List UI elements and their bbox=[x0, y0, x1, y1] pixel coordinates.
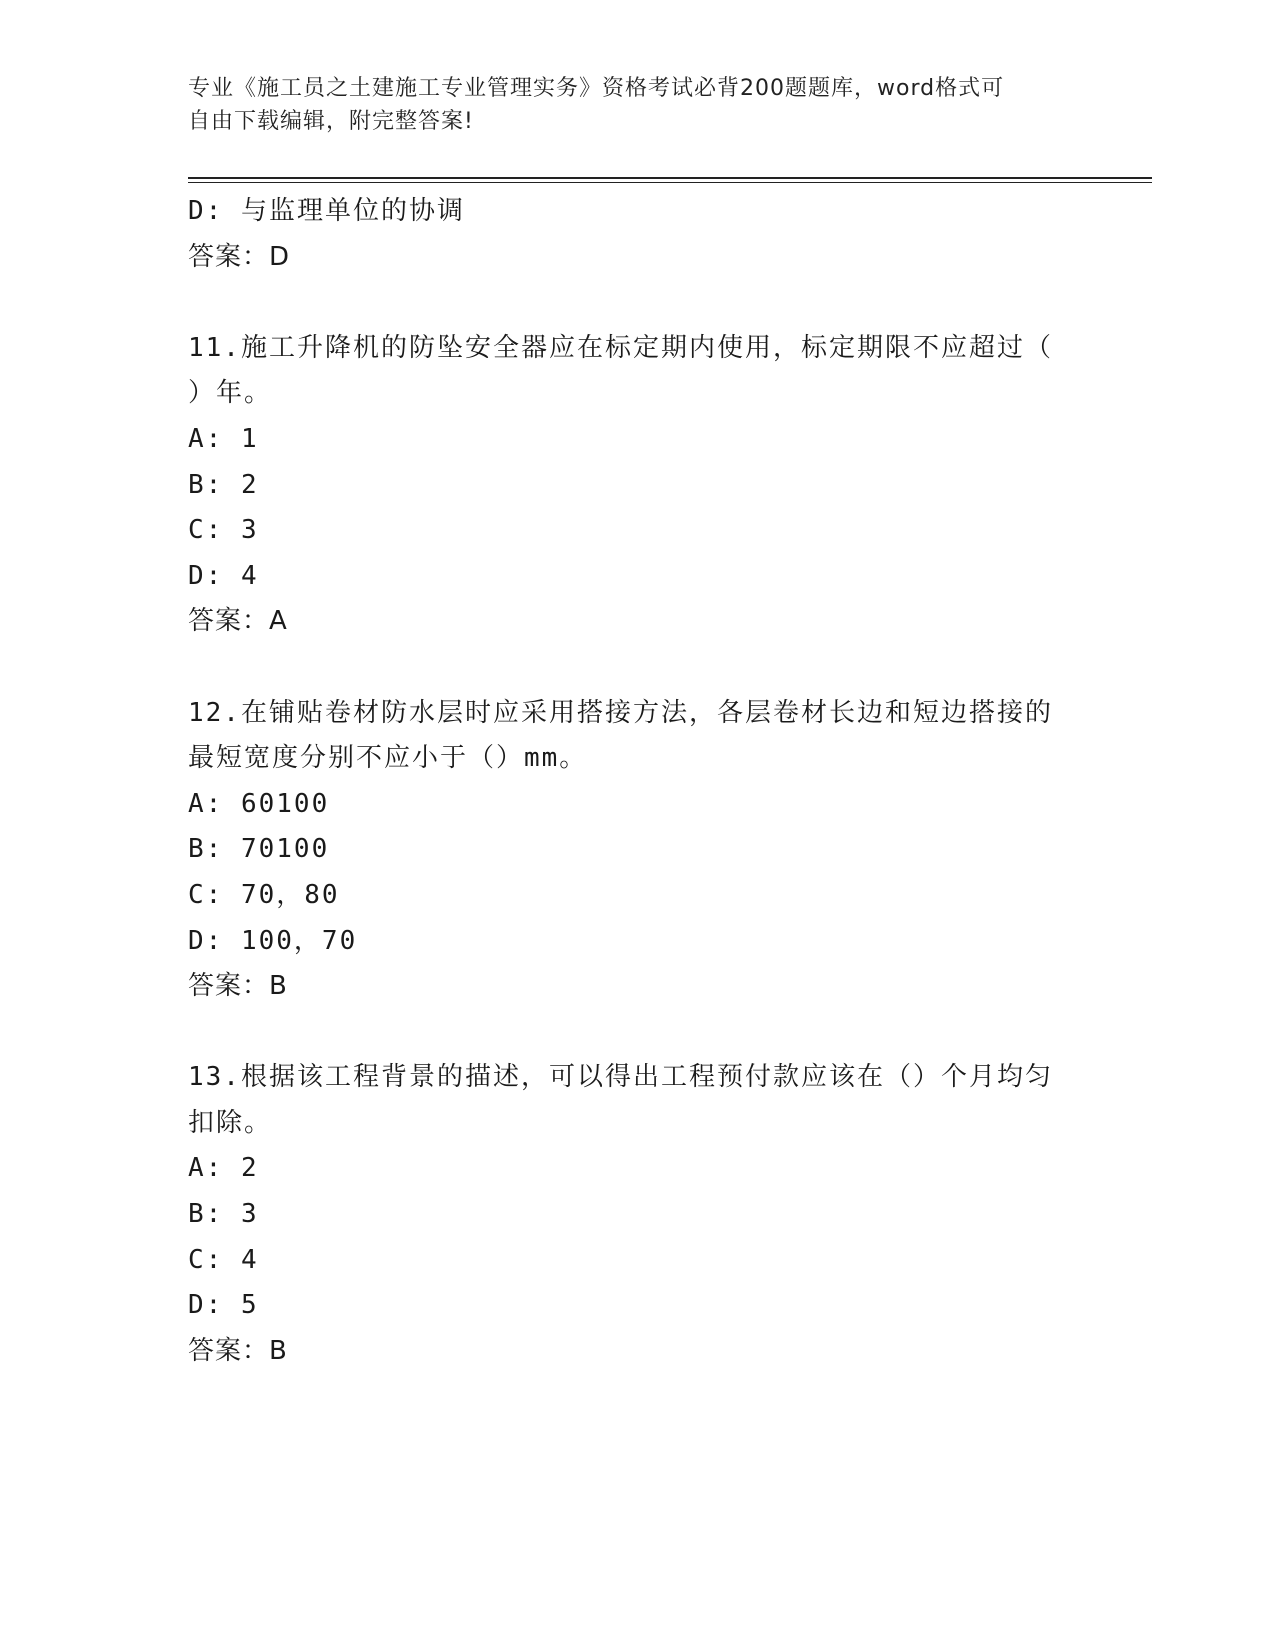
question-stem-line-2: 扣除。 bbox=[188, 1107, 273, 1138]
option-c: C: 3 bbox=[188, 515, 259, 546]
option-b: B: 70100 bbox=[188, 834, 330, 865]
option-d: D: 5 bbox=[188, 1290, 259, 1321]
option-a: A: 1 bbox=[188, 423, 259, 454]
option-c: C: 4 bbox=[188, 1244, 259, 1275]
option-c: C: 70，80 bbox=[188, 879, 340, 910]
header-divider-thin bbox=[188, 182, 1152, 183]
option-d: D: 与监理单位的协调 bbox=[188, 196, 465, 226]
question-stem-line-1: 13.根据该工程背景的描述，可以得出工程预付款应该在（）个月均匀 bbox=[188, 1062, 1053, 1093]
option-a: A: 2 bbox=[188, 1153, 259, 1184]
option-d: D: 4 bbox=[188, 560, 259, 591]
question-13 bbox=[188, 1055, 1088, 1374]
document-header bbox=[188, 72, 1068, 138]
answer-line: 答案：B bbox=[188, 1335, 288, 1366]
header-divider-thick bbox=[188, 177, 1152, 179]
previous-question-tail bbox=[188, 189, 1088, 280]
spacer bbox=[188, 280, 1088, 326]
header-title-line-2: 自由下载编辑，附完整答案! bbox=[188, 109, 474, 134]
header-title-line-1: 专业《施工员之土建施工专业管理实务》资格考试必背200题题库，word格式可 bbox=[188, 76, 1005, 101]
question-content bbox=[188, 189, 1088, 1374]
question-11 bbox=[188, 326, 1088, 645]
option-b: B: 2 bbox=[188, 469, 259, 500]
answer-line: 答案：A bbox=[188, 606, 288, 637]
answer-line: 答案：D bbox=[188, 241, 291, 272]
spacer bbox=[188, 1010, 1088, 1056]
question-stem-line-2: ）年。 bbox=[188, 378, 273, 409]
option-b: B: 3 bbox=[188, 1199, 259, 1230]
option-a: A: 60100 bbox=[188, 788, 330, 819]
answer-line: 答案：B bbox=[188, 971, 288, 1002]
question-stem-line-2: 最短宽度分别不应小于（）mm。 bbox=[188, 743, 588, 774]
question-stem-line-1: 11.施工升降机的防坠安全器应在标定期内使用，标定期限不应超过（ bbox=[188, 332, 1053, 363]
question-stem-line-1: 12.在铺贴卷材防水层时应采用搭接方法，各层卷材长边和短边搭接的 bbox=[188, 697, 1053, 728]
spacer bbox=[188, 645, 1088, 691]
question-12 bbox=[188, 691, 1088, 1010]
option-d: D: 100，70 bbox=[188, 925, 358, 956]
